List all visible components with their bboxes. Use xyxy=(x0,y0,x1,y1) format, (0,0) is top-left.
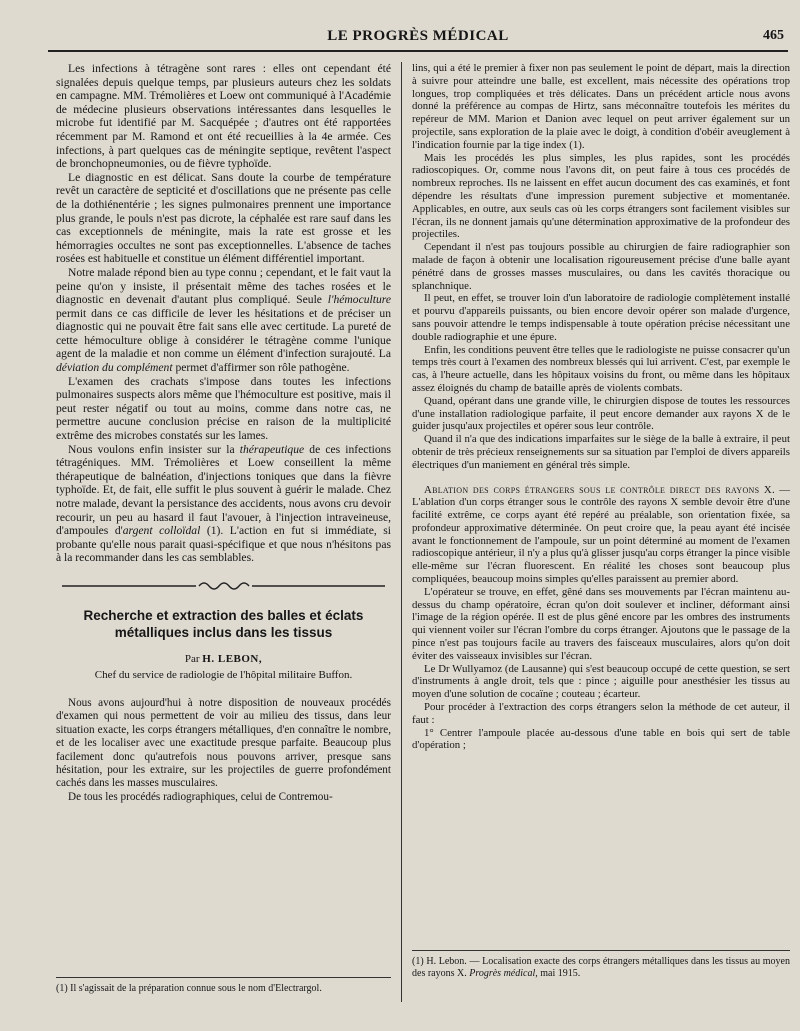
left-footnote-block xyxy=(56,977,391,995)
author-affiliation: Chef du service de radiologie de l'hôpital militaire Buffon. xyxy=(94,668,353,681)
text-run: permit dans ce cas difficile de lever les hésitations et de préciser un diagnostic qui ne pouvait être fait sans elle avec certitude. La pureté de cette hémoculture oblige à considérer le tétragène comme l'unique agent de la maladie et non comme un élément d'infection surajouté. La xyxy=(56,306,391,361)
paragraph: Enfin, les conditions peuvent être telles que le radiologiste ne puisse consacrer qu'un temps très court à l'examen des nombreux blessés qui lui arrivent. C'est, par exemple le cas, à l'heure actuelle, dans les hôpitaux voisins du front, ou même dans les hôpitaux assez éloignés du champ de bataille après de violents combats. xyxy=(412,343,790,394)
paragraph: Cependant il n'est pas toujours possible au chirurgien de faire radiographier son malade de façon à obtenir une localisation rigoureusement précise d'une balle ayant pénétré dans de grosses masses musculaires, ou dans les cavités thoracique ou splanchnique. xyxy=(412,241,790,292)
italic-term: argent colloïdal xyxy=(122,524,201,538)
paragraph: 1° Centrer l'ampoule placée au-dessous d'une table en bois qui sert de table d'opération ; xyxy=(412,726,790,752)
italic-term: thérapeutique xyxy=(239,442,305,456)
article-body xyxy=(56,697,391,804)
paragraph: Le diagnostic en est délicat. Sans doute la courbe de température revêt un caractère de septicité et d'oscillations que ne présente pas celle de la dothiénentérie ; les signes pulmonaires prennent une importance plus grande, le pouls n'est pas dicrote, la céphalée est rare sauf dans les cas exceptionnels de méningite, mais la rate est grosse et les hémorragies occultes ne sont pas exceptionnelles. L'absence de taches rosées est habituelle et constitue un élément différentiel important. xyxy=(56,170,391,266)
column-divider xyxy=(401,62,402,1002)
paragraph: Pour procéder à l'extraction des corps étrangers selon la méthode de cet auteur, il faut : xyxy=(412,701,790,726)
section-ornament xyxy=(56,579,391,593)
text-run: de ces infections tétragéniques. MM. Trémolières et Loew conseillent la même thérapeutique de balnéation, d'injections toniques que dans la fièvre typhoïde. Et, de fait, elle suffit le plus souvent à guérir le malade. Chez notre malade, devant la persistance des accidents, nous avons cru devoir recourir, un peu au hasard il faut l'avouer, à l'injection intraveineuse, d'ampoules d' xyxy=(56,442,391,538)
paragraph: Le Dr Wullyamoz (de Lausanne) qui s'est beaucoup occupé de cette question, se sert d'instruments à angle droit, tels que : pince ; aiguille pour anesthésier les tissus au moyen d'une solution de cocaïne ; couteau ; écarteur. xyxy=(412,662,790,701)
journal-title: LE PROGRÈS MÉDICAL xyxy=(327,28,509,44)
author-name: H. LEBON, xyxy=(202,652,263,665)
paragraph: L'examen des crachats s'impose dans toutes les infections pulmonaires suspects alors même que l'hémoculture est positive, mais il peut rester négatif ou tout au moins, comme dans notre cas, ne permettre aucune conclusion précise en raison de la multiplicité extrême des microbes constatés sur les lames. xyxy=(56,374,391,443)
footnote xyxy=(412,951,790,980)
paragraph xyxy=(56,443,391,565)
section-gap xyxy=(412,472,790,484)
paragraph: De tous les procédés radiographiques, celui de Contremou- xyxy=(68,790,333,803)
section-heading: Ablation des corps étrangers sous le contrôle direct des rayons X. xyxy=(424,483,775,496)
article-title-line: Recherche et extraction des balles et éclats xyxy=(83,607,364,623)
paragraph: L'opérateur se trouve, en effet, gêné dans ses mouvements par l'écran maintenu au-dessus du champ opératoire, écran qu'on doit soulever et incliner, déformant ainsi l'image de la région opérée. Il est de plus gêné encore par les ombres des instruments qui viennent voiler sur l'écran l'ombre du corps étranger. Ajoutons que le passage de la pince n'est pas toujours facile au travers des faisceaux musculaires, alors qu'on doit éviter des vaisseaux invisibles sur l'écran. xyxy=(412,585,790,662)
paragraph: Il peut, en effet, se trouver loin d'un laboratoire de radiologie complètement installé et pourvu d'appareils puissants, ou bien encore devoir opérer son malade d'urgence, sans pouvoir attendre le temps indispensable à toute opération précise nécessitant une double radiographie et une épure. xyxy=(412,292,790,343)
right-column xyxy=(412,62,790,752)
right-footnote-block xyxy=(412,950,790,980)
page-header xyxy=(48,24,788,52)
text-run: Notre malade répond bien au type connu ; cependant, et le fait vaut la peine qu'on y insiste, il présentait même des taches rosées et le diagnostic en devenait d'autant plus compliqué. Seule xyxy=(56,265,391,307)
text-run: mai 1915. xyxy=(537,968,581,979)
byline-prefix: Par xyxy=(184,652,200,665)
page-number: 465 xyxy=(763,28,784,43)
footnote: (1) Il s'agissait de la préparation connue sous le nom d'Electrargol. xyxy=(56,983,322,994)
text-run: (1). L'action en fut si immédiate, si probante qu'elle nous parait quasi-spécifique et que nous n'hésitons pas à la recommander dans les cas semblables. xyxy=(56,524,391,565)
paragraph: lins, qui a été le premier à fixer non pas seulement le point de départ, mais la direction à suivre pour atteindre une balle, est excellent, mais nécessite des opérations trop longues, trop compliquées et très délicates. Dans un précédent article nous avons donné la préférence au compas de Hirtz, sans méconnaître toutefois les mérites du repéreur de MM. Marion et Danion avec lequel on peut arriver également sur un projectile, sans exploration de la plaie avec le doigt, à condition d'obéir aveuglement à l'indication fournie par la tige index (1). xyxy=(412,62,790,151)
article-title xyxy=(56,607,391,641)
text-run: Nous voulons enfin insister sur la xyxy=(68,442,240,456)
paragraph: Quand il n'a que des indications imparfaites sur le siège de la balle à extraire, il peut obtenir de très précieux renseignements sur sa situation par l'emploi de divers appareils électriques d'un maniement en général très simple. xyxy=(412,433,790,471)
paragraph: Nous avons aujourd'hui à notre disposition de nouveaux procédés d'examen qui nous permettent de voir au milieu des tissus, dans leur situation exacte, les corps étrangers métalliques, d'en connaître le nombre, et de les localiser avec une exactitude presque parfaite. Beaucoup plus facilement donc qu'autrefois nous pouvons arriver, presque sans hésitation, pour les extraire, sur les projectiles de guerre profondément cachés dans les masses musculaires. xyxy=(56,696,391,790)
paragraph xyxy=(56,266,391,375)
section-paragraph xyxy=(412,484,790,586)
italic-term: Progrès médical, xyxy=(469,968,538,979)
italic-term: déviation du complément xyxy=(56,361,173,375)
text-run: permet d'affirmer son rôle pathogène. xyxy=(172,361,350,375)
paragraph: Les infections à tétragène sont rares : elles ont cependant été signalées depuis quelque temps, par plusieurs auteurs chez les soldats en campagne. MM. Trémolières et Loew ont communiqué à l'Académie de médecine plusieurs observations intéressantes dans lesquelles le microbe fut identifié par M. Sacquépée ; d'autres ont été rapportées récemment par M. Ramond et ont été recueillies à la 4e armée. Ces infections, à part quelques cas de méningite septique, revêtent l'aspect de bronchopneumonies, ou de fièvre typhoïde. xyxy=(56,62,391,171)
paragraph: Quand, opérant dans une grande ville, le chirurgien dispose de toutes les ressources d'une installation radiologique parfaite, il peut encore demander aux rayons X de le guider jusqu'aux projectiles et opérer sous leur contrôle. xyxy=(412,394,790,433)
paragraph: Mais les procédés les plus simples, les plus rapides, sont les procédés radioscopiques. Or, comme nous l'avons dit, on peut faire à tous ces procédés de nombreux reproches. Ils ne laissent en effet aucun document des cas examinés, et font dépendre les résultats d'une impression purement subjective et momentanée. Applicables, en outre, aux seuls cas où les corps étrangers sont facilement visibles sur l'écran, ils ne donnent jamais qu'une détermination approximative de la profondeur des projectiles. xyxy=(412,151,790,241)
italic-term: l'hémoculture xyxy=(327,293,391,307)
text-run: — L'ablation d'un corps étranger sous le contrôle des rayons X semble devoir être d'une facilité extrême, ce corps ayant été repéré au préalable, son orientation fixée, sa profondeur approximative déterminée. On peut croire que, la peau ayant été incisée avant le fonctionnement de l'ampoule, sur un point déterminé au moment de l'examen radioscopique antérieur, il n'y a plus qu'à glisser jusqu'au corps étranger la pince visible elle-même sur l'écran fluorescent. En réalité les choses sont beaucoup plus compliquées, beaucoup moins simples qu'elles paraissent au premier abord. xyxy=(412,483,791,586)
text-run: (1) H. Lebon. — Localisation exacte des corps étrangers métalliques dans les tissus au moyen des rayons X. xyxy=(412,956,790,979)
article-byline xyxy=(56,653,391,665)
left-column xyxy=(56,62,391,804)
article-title-line: métalliques inclus dans les tissus xyxy=(114,624,333,640)
